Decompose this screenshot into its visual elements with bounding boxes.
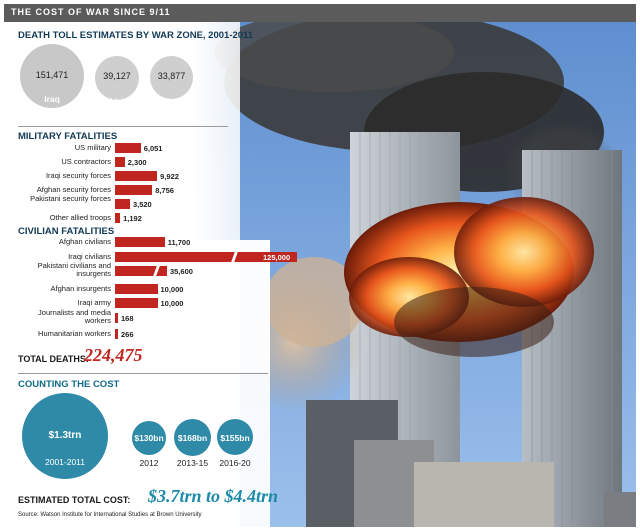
zone-value-afghanistan: 33,877 [157, 71, 186, 81]
bar-label: Iraqi security forces [45, 171, 111, 180]
cost-period-2013-15: 2013-15 [176, 458, 209, 468]
bar [115, 213, 120, 223]
bar-value-label: 3,520 [132, 200, 152, 209]
bar-label: Other allied troops [49, 213, 111, 222]
cost-title: COUNTING THE COST [18, 379, 120, 390]
banner [4, 4, 636, 22]
estimated-cost-label: ESTIMATED TOTAL COST: [18, 495, 131, 505]
bar [115, 171, 157, 181]
cost-period-2001-2011: 2001-2011 [44, 457, 86, 467]
bar-value-label: 10,000 [160, 285, 184, 294]
cost-value-2013-15: $168bn [177, 433, 208, 443]
bar [115, 199, 130, 209]
estimated-cost-value: $3.7trn to $4.4trn [148, 486, 279, 506]
zone-label-pakistan: Pakistan [99, 96, 135, 106]
bar-value-label: 11,700 [167, 238, 191, 247]
bar-label: US military [74, 143, 111, 152]
bar [115, 284, 158, 294]
bar-label: Afghan insurgents [50, 284, 111, 293]
bar-value-label: 9,922 [160, 172, 179, 181]
cost-period-2012: 2012 [139, 458, 159, 468]
bar-label: Afghan civilians [58, 237, 111, 246]
bar-label: Pakistani security forces [30, 194, 111, 203]
bar-value-label: 168 [121, 314, 134, 323]
total-deaths-value: 224,475 [84, 345, 143, 365]
zones-title: DEATH TOLL ESTIMATES BY WAR ZONE, 2001-2011 [18, 30, 254, 41]
zone-value-pakistan: 39,127 [103, 71, 131, 81]
bar-label: Journalists and media workers [38, 308, 111, 325]
cost-value-2016-20: $155bn [220, 433, 250, 443]
bar [115, 157, 125, 167]
bar-value-label: 35,600 [170, 267, 193, 276]
zone-label-iraq: Iraq [44, 94, 60, 104]
divider-military [18, 126, 228, 127]
bar-value-label: 8,756 [155, 186, 174, 195]
source-note: Source: Watson Institute for International Studies at Brown University [18, 512, 202, 518]
bar-value-label: 10,000 [160, 299, 184, 308]
bar-value-label: 125,000 [263, 253, 291, 262]
bar [115, 185, 152, 195]
military-title: MILITARY FATALITIES [18, 131, 118, 142]
bar-label: Iraqi civilians [68, 252, 111, 261]
bar-value-label: 1,192 [123, 214, 142, 223]
bar-value-label: 266 [121, 330, 134, 339]
bar [115, 298, 158, 308]
cost-value-2001-2011: $1.3trn [48, 430, 82, 441]
bar-label: Humanitarian workers [38, 329, 111, 338]
zone-label-afghanistan: Afghanistan [147, 96, 197, 106]
bar-label: Afghan security forces [36, 185, 111, 194]
cost-period-2016-20: 2016-20 [219, 458, 251, 468]
divider-cost [18, 373, 268, 374]
bar [115, 143, 141, 153]
bar-label: Iraqi army [77, 298, 111, 307]
bar-value-label: 2,300 [127, 158, 147, 167]
bar-label: Pakistani civilians and insurgents [37, 261, 111, 278]
total-deaths-label: TOTAL DEATHS: [18, 354, 89, 364]
bar [115, 329, 118, 339]
bar-label: US contractors [61, 157, 111, 166]
cost-value-2012: $130bn [134, 433, 164, 443]
bar [115, 313, 118, 323]
banner-title: THE COST OF WAR SINCE 9/11 [11, 7, 171, 17]
zone-value-iraq: 151,471 [35, 70, 69, 80]
bar [115, 237, 165, 247]
civilian-title: CIVILIAN FATALITIES [18, 226, 115, 237]
bar-value-label: 6,051 [143, 144, 163, 153]
